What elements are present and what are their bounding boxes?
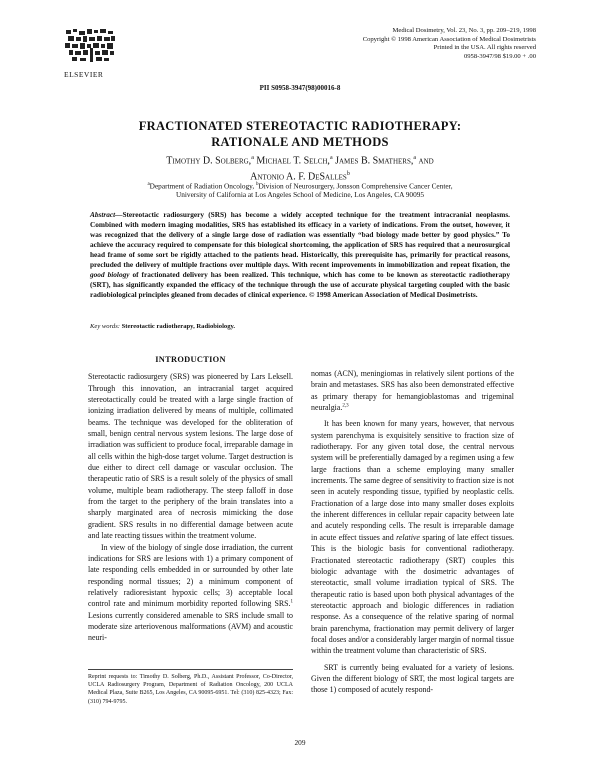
publisher-logo: [64, 28, 124, 79]
author-conjunction: and: [418, 155, 434, 167]
paragraph-text: sparing of late effect tissues. This is the biologic basis for conventional radiotherapy. Fractionated stereotactic radiotherapy (SRT) couples this biologic advantage with the dosimetric advantages of stereotactic, small volume irradiation typical of SRS. The therapeutic ratio is based upon both physical advantages of the stereotactic approach and biologic differences in radiation response. As a consequence of the relative sparing of normal brain parenchyma, fractionation may permit delivery of larger focal doses and/or a considerably larger margin of normal tissue within the treatment volume than characteristic of SRS.: [311, 532, 514, 656]
keywords-label: Key words:: [90, 323, 120, 330]
author-affiliation-mark: a: [413, 155, 417, 161]
abstract-label: Abstract—: [90, 210, 123, 219]
issn-line: 0958-3947/98 $19.00 + .00: [463, 52, 536, 60]
keywords-value: Stereotactic radiotherapy, Radiobiology.: [121, 323, 236, 330]
affiliation-dept: Department of Radiation Oncology,: [149, 181, 255, 191]
author-affiliation-mark: a: [329, 155, 333, 161]
title-line-1: FRACTIONATED STEREOTACTIC RADIOTHERAPY:: [138, 119, 462, 133]
author-name: Antonio A. F. DeSalles: [250, 171, 347, 183]
citation-ref: 2,3: [342, 403, 349, 409]
author-name: Timothy D. Solberg,: [166, 155, 252, 167]
paragraph: SRT is currently being evaluated for a variety of lesions. Given the different biology of SRT, the most logical targets are those 1) composed of acutely respond-: [311, 662, 514, 695]
paragraph: [311, 418, 514, 656]
publisher-name: ELSEVIER: [64, 70, 104, 79]
paragraph-text: It has been known for many years, however, that nervous system parenchyma is exquisitely sensitive to fraction size of radiotherapy. For any given total dose, the central nervous system will be preferentially damaged by a regimen using a few large fractions than a scheme employing many smaller increments. The same degree of sensitivity to fraction size is not seen in acutely responding tissue, typified by neoplastic cells. Fractionation of a large dose into many smaller doses exploits the inherent differences in cellular repair capacity between late and acutely responding cells. The result is irreparable damage in acute effect tissues and: [311, 419, 514, 542]
paragraph: [88, 542, 293, 644]
keywords: [90, 322, 510, 331]
paragraph: Stereotactic radiosurgery (SRS) was pioneered by Lars Leksell. Through this innovation, an intracranial target acquired stereotactically could be treated with a large single fraction of ionizing irradiation delivered by means of multiple, collimated beams. The technique was developed for the obliteration of small, benign central nervous system lesions. The large dose of irradiation was sufficient to produce focal, irreparable damage in all cells within the high-dose target volume. Target destruction is due either to direct cell damage or vascular occlusion. The therapeutic ratio of SRS is a result solely of the physics of small volume, multiple beam radiotherapy. The steep falloff in dose from the target to the periphery of the brain translates into a sharply marginated area of necrosis mimicking the dose gradient. SRS results in no differential damage between acute and late reacting tissues within the treatment volume.: [88, 372, 293, 541]
author-affiliation-mark: b: [346, 170, 350, 177]
abstract-emphasis: good biology: [90, 269, 130, 279]
body-column-left: [88, 355, 293, 644]
title-line-2: RATIONALE AND METHODS: [211, 135, 389, 149]
affiliation-mark: b: [256, 182, 259, 187]
article-title: [0, 118, 600, 150]
abstract-body: Stereotactic radiosurgery (SRS) has become a widely accepted technique for the treatment intracranial neoplasms. Combined with modern imaging modalities, SRS has established its efficacy in a variety of indications. From the outset, however, it was recognized that the delivery of a single large dose of radiation was essentially “bad biology made better by good physics.” To achieve the accuracy required to compensate for this biological shortcoming, the application of SRS has required that a neurosurgical head frame of some sort be rigidly attached to the patients head. Historically, this prerequisite has, primarily for practical reasons, precluded the delivery of multiple fractions over multiple days. With recent improvements in immobilization and repeat fixation, the: [90, 210, 510, 269]
affiliation-dept: Division of Neurosurgery, Jonsson Comprehensive Cancer Center,: [258, 181, 453, 191]
reprint-footnote: Reprint requests to: Timothy D. Solberg, Ph.D., Assistant Professor, Co-Director, UCLA Radiosurgery Program, Department of Radiation Oncology, 200 UCLA Medical Plaza, Suite B265, Los Angeles, CA 90095-6951. Tel: (310) 825-4323; Fax: (310) 794-9795.: [88, 669, 293, 706]
affiliation-institution: University of California at Los Angeles School of Medicine, Los Angeles, CA 90095: [175, 190, 425, 200]
journal-info: [236, 27, 536, 61]
emphasis-text: relative: [396, 532, 420, 542]
journal-citation: Medical Dosimetry, Vol. 23, No. 3, pp. 209–219, 1998: [392, 27, 536, 34]
author-affiliation-mark: a: [251, 155, 254, 161]
affiliations: [0, 180, 600, 199]
author-name: James B. Smathers,: [335, 155, 414, 167]
body-column-right: [311, 368, 514, 696]
copyright-line: Copyright © 1998 American Association of Medical Dosimetrists: [362, 35, 536, 43]
section-heading-introduction: INTRODUCTION: [155, 355, 226, 364]
paragraph-text: nomas (ACN), meningiomas in relatively silent portions of the brain and metastases. SRS has also been demonstrated effective as primary therapy for hemangioblastomas and trigeminal neuralgia.: [311, 369, 514, 413]
paragraph-text: Lesions currently considered amenable to SRS include small to moderate size arteriovenous malformations (AVM) and acoustic neuri-: [88, 610, 293, 643]
page-number: 209: [294, 738, 306, 747]
citation-ref: 1: [290, 599, 293, 605]
paragraph-text: In view of the biology of single dose irradiation, the current indications for SRS are lesions with 1) a primary component of late responding cells embedded in or surrounded by other late responding normal tissues; 2) a minimum component of relatively radioresistant hypoxic cells; 3) acceptable local control rate and minimum morbidity reported following SRS.: [88, 542, 293, 609]
paragraph: [311, 368, 514, 413]
elsevier-tree-logo-icon: [64, 28, 118, 64]
abstract: [90, 210, 510, 300]
abstract-body-continued: of fractionated delivery has been realized. This technique, which has come to be known as stereotactic radiotherapy (SRT), has significantly expanded the efficacy of the technique through the use of accurate physical targeting coupled with the basic radiobiological principles gleaned from decades of clinical experience. © 1998 American Association of Medical Dosimetrists.: [90, 269, 510, 299]
pii-identifier: PII S0958-3947(98)00016-8: [259, 84, 341, 92]
author-name: Michael T. Selch,: [256, 155, 330, 167]
affiliation-mark: a: [147, 182, 150, 187]
rights-line: Printed in the USA. All rights reserved: [433, 44, 536, 52]
author-list: [0, 152, 600, 184]
